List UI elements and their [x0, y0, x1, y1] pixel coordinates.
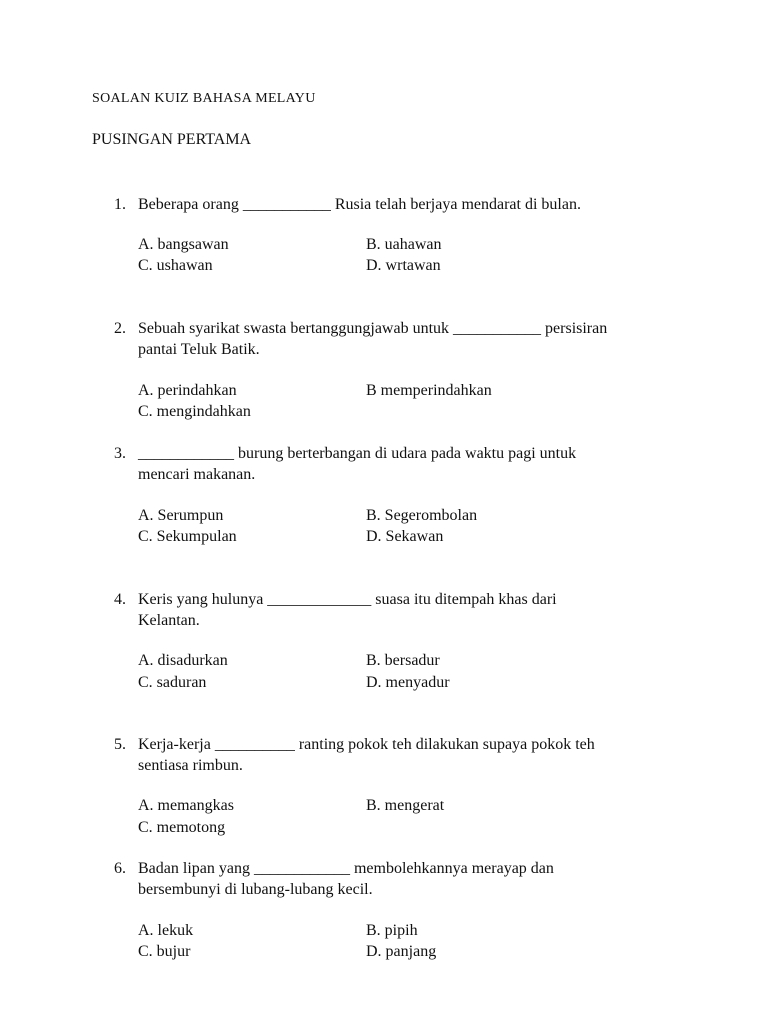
question-number: 6. [114, 860, 126, 877]
option-d: D. wrtawan [366, 257, 441, 274]
document-title: SOALAN KUIZ BAHASA MELAYU [92, 91, 316, 106]
option-c: C. mengindahkan [138, 403, 251, 420]
option-b: B memperindahkan [366, 382, 492, 399]
option-d: D. panjang [366, 943, 437, 960]
option-a: A. perindahkan [138, 382, 237, 399]
option-b: B. Segerombolan [366, 507, 478, 524]
question-number: 1. [114, 196, 126, 213]
question-text: Keris yang hulunya _____________ suasa itu ditempah khas dari Kelantan. [138, 591, 557, 629]
option-a: A. disadurkan [138, 652, 228, 669]
question-text: Badan lipan yang ____________ membolehkannya merayap dan bersembunyi di lubang-lubang kecil. [138, 860, 554, 898]
option-a: A. bangsawan [138, 236, 229, 253]
question-number: 2. [114, 320, 126, 337]
option-c: C. bujur [138, 943, 191, 960]
option-d: D. Sekawan [366, 528, 444, 545]
option-c: C. ushawan [138, 257, 213, 274]
question-number: 3. [114, 445, 126, 462]
option-b: B. uahawan [366, 236, 442, 253]
option-a: A. lekuk [138, 922, 194, 939]
question-text: Kerja-kerja __________ ranting pokok teh dilakukan supaya pokok teh sentiasa rimbun. [138, 736, 595, 774]
option-b: B. mengerat [366, 797, 445, 814]
option-b: B. bersadur [366, 652, 440, 669]
question-text: ____________ burung berterbangan di udara pada waktu pagi untuk mencari makanan. [138, 445, 577, 483]
option-a: A. memangkas [138, 797, 234, 814]
question-number: 4. [114, 591, 126, 608]
round-heading: PUSINGAN PERTAMA [92, 131, 252, 148]
question-text: Beberapa orang ___________ Rusia telah berjaya mendarat di bulan. [138, 196, 581, 213]
option-d: D. menyadur [366, 674, 450, 691]
option-c: C. saduran [138, 674, 207, 691]
option-c: C. memotong [138, 819, 226, 836]
question-text: Sebuah syarikat swasta bertanggungjawab untuk ___________ persisiran pantai Teluk Batik. [138, 320, 608, 358]
question-number: 5. [114, 736, 126, 753]
option-c: C. Sekumpulan [138, 528, 237, 545]
option-a: A. Serumpun [138, 507, 224, 524]
option-b: B. pipih [366, 922, 418, 939]
